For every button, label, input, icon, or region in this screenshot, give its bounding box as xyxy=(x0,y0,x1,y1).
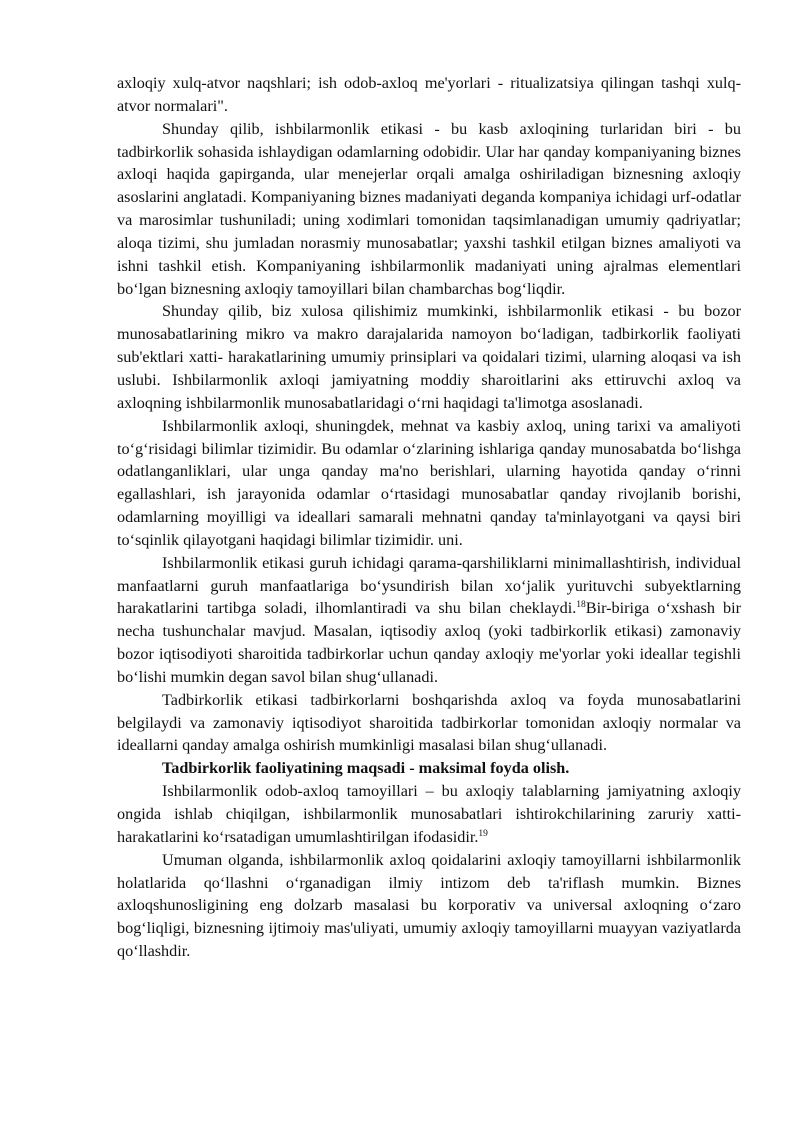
paragraph-entrepreneurship-ethics: Tadbirkorlik etikasi tadbirkorlarni boshqarishda axloq va foyda munosabatlarini belgilaydi va zamonaviy iqtisodiyot sharoitida tadbirkorlar tomonidan axloqiy normalar va ideallarni qanday amalga oshirish mumkinligi masalasi bilan shug‘ullanadi. xyxy=(117,690,741,755)
paragraph-business-ethics-definition: Shunday qilib, ishbilarmonlik etikasi - bu kasb axloqining turlaridan biri - bu tadbirkorlik sohasida ishlaydigan odamlarning odobidir. Ular har qanday kompaniyaning biznes axloqi haqida gapirganda, ular menejerlar orqali amalga oshiriladigan biznesning axloqiy asoslarini anglatadi. Kompaniyaning biznes madaniyati deganda kompaniya ichidagi urf-odatlar va marosimlar tushuniladi; uning xodimlari tomonidan taqsimlanadigan umumiy qadriyatlar; aloqa tizimi, shu jumladan norasmiy munosabatlar; yaxshi tashkil etilgan biznes amaliyoti va ishni tashkil etish. Kompaniyaning ishbilarmonlik madaniyati uning ajralmas elementlari bo‘lgan biznesning axloqiy tamoyillari bilan chambarchas bog‘liqdir. xyxy=(117,119,741,298)
bold-statement: Tadbirkorlik faoliyatining maqsadi - maksimal foyda olish. xyxy=(162,759,570,778)
footnote-ref-18[interactable]: 18 xyxy=(576,600,586,611)
paragraph-principles xyxy=(117,780,741,849)
paragraph-text: Ishbilarmonlik etikasi guruh ichidagi qarama-qarshiliklarni minimallashtirish, individual manfaatlarni guruh manfaatlariga bo‘ysundirish bilan xo‘jalik yurituvchi subyektlarning harakatlarini tartibga soladi, ilhomlantiradi va shu bilan cheklaydi. xyxy=(117,553,741,618)
paragraph-conclusion: Shunday qilib, biz xulosa qilishimiz mumkinki, ishbilarmonlik etikasi - bu bozor munosabatlarining mikro va makro darajalarida namoyon bo‘ladigan, tadbirkorlik faoliyati sub'ektlari xatti- harakatlarining umumiy prinsiplari va qoidalari tizimi, ularning aloqasi va ish uslubi. Ishbilarmonlik axloqi jamiyatning moddiy sharoitlarini aks ettiruvchi axloq va axloqning ishbilarmonlik munosabatlaridagi o‘rni haqidagi ta'limotga asoslanadi. xyxy=(117,302,741,412)
paragraph-group-contradictions xyxy=(117,552,741,689)
paragraph-continued: axloqiy xulq-atvor naqshlari; ish odob-axloq me'yorlari - ritualizatsiya qilingan tashqi xulq-atvor normalari". xyxy=(117,74,741,115)
paragraph-knowledge-system: Ishbilarmonlik axloqi, shuningdek, mehnat va kasbiy axloq, uning tarixi va amaliyoti to‘g‘risidagi bilimlar tizimidir. Bu odamlar o‘zlarining ishlariga qanday munosabatda bo‘lishga odatlanganliklari, ular unga qanday ma'no berishlari, ularning hayotida qanday o‘rinni egallashlari, ish jarayonida odamlar o‘rtasidagi munosabatlar qanday rivojlanib borishi, odamlarning moyilligi va ideallari samarali mehnatni qanday ta'minlayotgani va qaysi biri to‘sqinlik qilayotgani haqidagi bilimlar tizimidir. uni. xyxy=(117,416,741,549)
paragraph-summary: Umuman olganda, ishbilarmonlik axloq qoidalarini axloqiy tamoyillarni ishbilarmonlik holatlarida qo‘llashni o‘rganadigan ilmiy intizom deb ta'riflash mumkin. Biznes axloqshunosligining eng dolzarb masalasi bu korporativ va universal axloqning o‘zaro bog‘liqligi, biznesning ijtimoiy mas'uliyati, umumiy axloqiy tamoyillarni muayyan vaziyatlarda qo‘llashdir. xyxy=(117,850,741,961)
footnote-ref-19[interactable]: 19 xyxy=(478,828,488,839)
document-page xyxy=(117,72,741,963)
paragraph-text: Ishbilarmonlik odob-axloq tamoyillari – bu axloqiy talablarning jamiyatning axloqiy ongida ishlab chiqilgan, ishbilarmonlik munosabatlari ishtirokchilarining zaruriy xatti-harakatlarini ko‘rsatadigan umumlashtirilgan ifodasidir. xyxy=(117,782,741,846)
paragraph-text-continued: Bir-biriga o‘xshash bir necha tushunchalar mavjud. Masalan, iqtisodiy axloq (yoki tadbirkorlik etikasi) zamonaviy bozor iqtisodiyoti sharoitida tadbirkorlar uchun qanday axloqiy me'yorlar yoki ideallar tegishli bo‘lishi mumkin degan savol bilan shug‘ullanadi. xyxy=(117,599,741,686)
